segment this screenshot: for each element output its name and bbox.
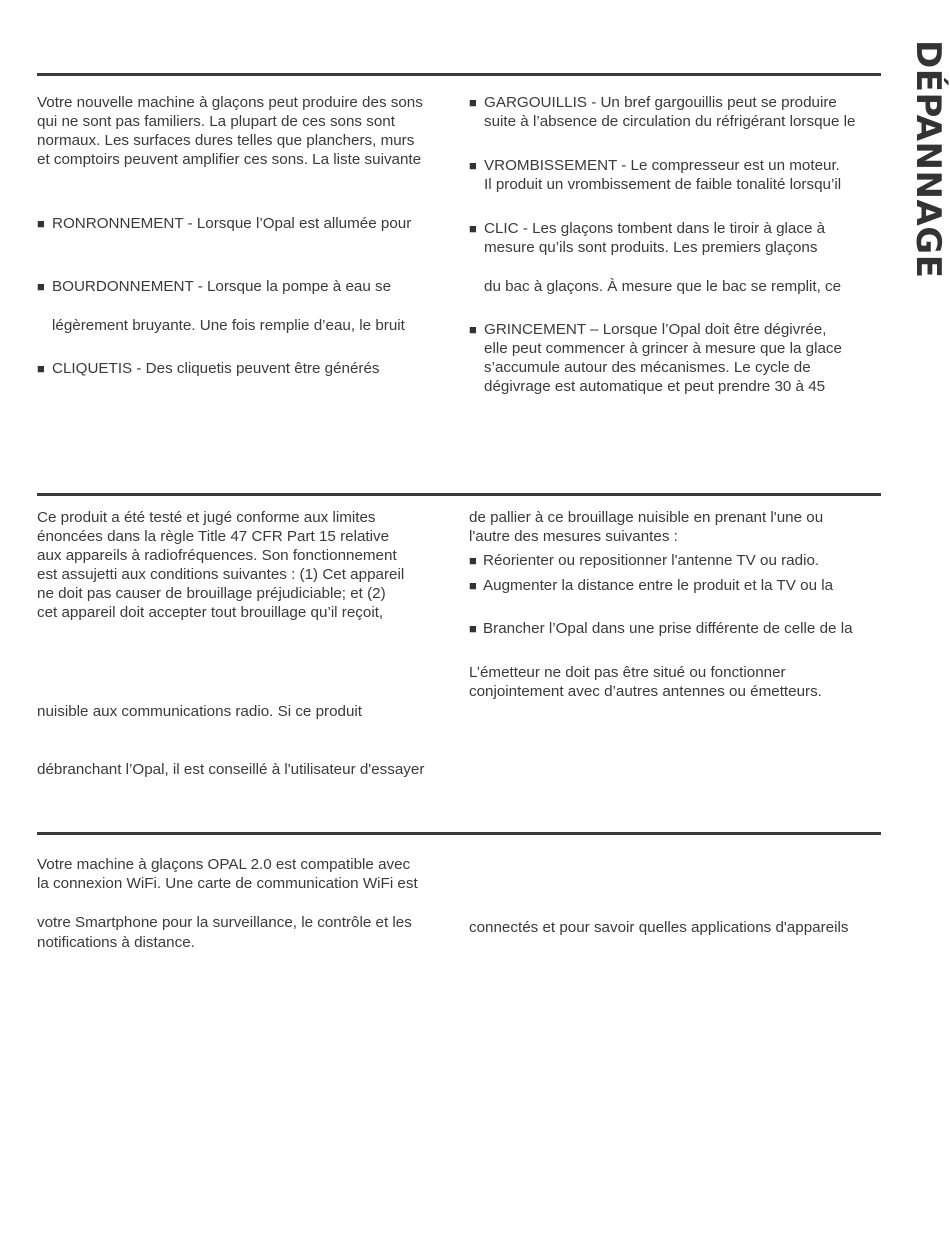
clic-continuation: du bac à glaçons. À mesure que le bac se remplit, ce [484, 278, 842, 295]
bourdonnement-continuation: légèrement bruyante. Une fois remplie d’eau, le bruit [52, 317, 405, 334]
bullet-icon: ■ [469, 578, 477, 593]
wifi-paragraph-line: votre Smartphone pour la surveillance, le contrôle et les [37, 914, 412, 931]
bullet-icon: ■ [469, 158, 477, 173]
fcc-paragraph-line: énoncées dans la règle Title 47 CFR Part 15 relative [37, 528, 390, 545]
bullet-icon: ■ [469, 621, 477, 636]
fcc-paragraph-line: ne doit pas causer de brouillage préjudiciable; et (2) [37, 585, 386, 602]
gargouillis-item: GARGOUILLIS - Un bref gargouillis peut se produire [484, 94, 837, 111]
emitter-note: L’émetteur ne doit pas être situé ou fonctionner [469, 664, 786, 681]
emitter-note: conjointement avec d’autres antennes ou émetteurs. [469, 683, 822, 700]
cliquetis-item: CLIQUETIS - Des cliquetis peuvent être générés [52, 360, 380, 377]
vrombissement-item: Il produit un vrombissement de faible tonalité lorsqu’il [484, 176, 842, 193]
bullet-icon: ■ [37, 361, 45, 376]
sounds-intro-line: et comptoirs peuvent amplifier ces sons. La liste suivante [37, 151, 422, 168]
wifi-paragraph-line: la connexion WiFi. Une carte de communication WiFi est [37, 875, 418, 892]
fcc-measure-item: Augmenter la distance entre le produit et la TV ou la [483, 577, 834, 594]
section-divider [37, 73, 881, 76]
clic-item: CLIC - Les glaçons tombent dans le tiroir à glace à [484, 220, 826, 237]
sounds-intro-line: normaux. Les surfaces dures telles que planchers, murs [37, 132, 415, 149]
gargouillis-item: suite à l’absence de circulation du réfrigérant lorsque le [484, 113, 856, 130]
section-divider [37, 832, 881, 835]
fcc-paragraph-line: est assujetti aux conditions suivantes : (1) Cet appareil [37, 566, 405, 583]
wifi-paragraph-line: notifications à distance. [37, 934, 195, 951]
grincement-item: GRINCEMENT – Lorsque l’Opal doit être dégivrée, [484, 321, 827, 338]
fcc-measures-intro: l'autre des mesures suivantes : [469, 528, 678, 545]
fcc-measure-item: Brancher l’Opal dans une prise différente de celle de la [483, 620, 853, 637]
fcc-paragraph-line: débranchant l’Opal, il est conseillé à l'utilisateur d'essayer [37, 761, 425, 778]
bullet-icon: ■ [469, 553, 477, 568]
bullet-icon: ■ [469, 95, 477, 110]
grincement-item: elle peut commencer à grincer à mesure que la glace [484, 340, 842, 357]
page-section-title: DÉPANNAGE [908, 40, 948, 279]
fcc-paragraph-line: aux appareils à radiofréquences. Son fonctionnement [37, 547, 397, 564]
sounds-intro-line: qui ne sont pas familiers. La plupart de ces sons sont [37, 113, 395, 130]
clic-item: mesure qu’ils sont produits. Les premiers glaçons [484, 239, 818, 256]
fcc-paragraph-line: nuisible aux communications radio. Si ce produit [37, 703, 363, 720]
ronronnement-item: RONRONNEMENT - Lorsque l’Opal est allumée pour [52, 215, 412, 232]
bullet-icon: ■ [37, 216, 45, 231]
vrombissement-item: VROMBISSEMENT - Le compresseur est un moteur. [484, 157, 840, 174]
grincement-item: s’accumule autour des mécanismes. Le cycle de [484, 359, 811, 376]
wifi-apps-line: connectés et pour savoir quelles applications d'appareils [469, 919, 849, 936]
bullet-icon: ■ [469, 322, 477, 337]
section-divider [37, 493, 881, 496]
fcc-paragraph-line: Ce produit a été testé et jugé conforme aux limites [37, 509, 376, 526]
bullet-icon: ■ [37, 279, 45, 294]
wifi-paragraph-line: Votre machine à glaçons OPAL 2.0 est compatible avec [37, 856, 411, 873]
fcc-measure-item: Réorienter ou repositionner l'antenne TV ou radio. [483, 552, 820, 569]
grincement-item: dégivrage est automatique et peut prendre 30 à 45 [484, 378, 826, 395]
fcc-measures-intro: de pallier à ce brouillage nuisible en prenant l'une ou [469, 509, 824, 526]
fcc-paragraph-line: cet appareil doit accepter tout brouillage qu’il reçoit, [37, 604, 384, 621]
bullet-icon: ■ [469, 221, 477, 236]
sounds-intro-line: Votre nouvelle machine à glaçons peut produire des sons [37, 94, 423, 111]
bourdonnement-item: BOURDONNEMENT - Lorsque la pompe à eau se [52, 278, 392, 295]
